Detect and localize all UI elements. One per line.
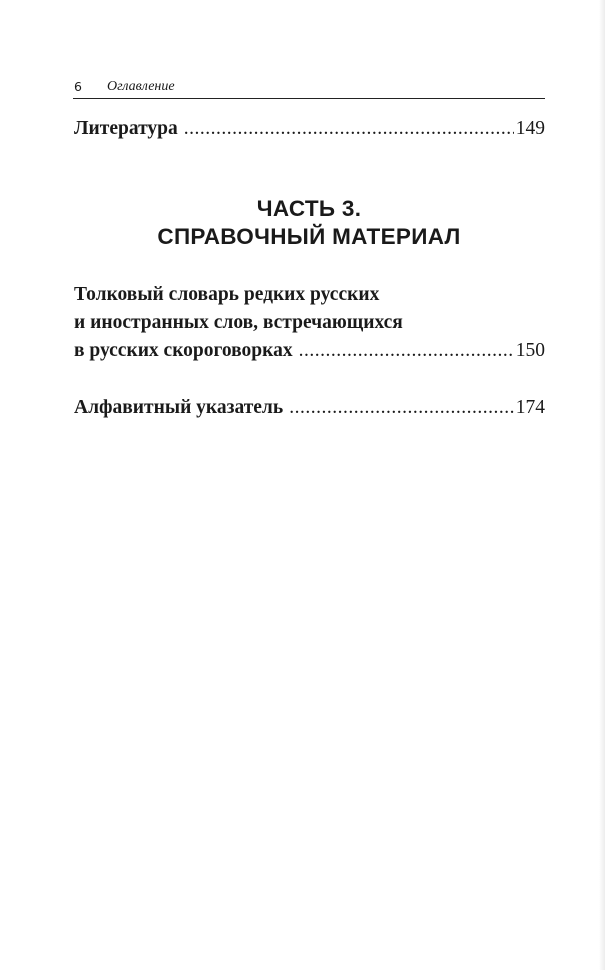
part-heading-line-2: СПРАВОЧНЫЙ МАТЕРИАЛ	[157, 224, 461, 249]
dot-leader	[184, 116, 514, 142]
toc-entry-index	[74, 395, 545, 421]
toc-entry-literature	[74, 116, 545, 142]
toc-entry-dictionary	[74, 338, 545, 364]
running-head-section-name: Оглавление	[107, 79, 175, 94]
page-number: 6	[74, 79, 82, 94]
toc-entry-title: Алфавитный указатель	[74, 397, 284, 418]
part-heading-line-1: ЧАСТЬ 3.	[256, 196, 362, 221]
toc-entry-page: 149	[515, 118, 545, 139]
toc-entry-page: 150	[515, 340, 545, 361]
toc-entry-title: в русских скороговорках	[74, 340, 293, 361]
dot-leader	[289, 395, 514, 421]
toc-entry-page: 174	[515, 397, 545, 418]
toc-entry-dictionary-line-2: и иностранных слов, встречающихся	[74, 312, 403, 333]
toc-entry-title: Литература	[74, 118, 178, 139]
running-head	[73, 78, 545, 99]
page-edge-shadow	[599, 0, 605, 970]
dot-leader	[299, 338, 514, 364]
toc-entry-dictionary-line-1: Толковый словарь редких русских	[74, 284, 380, 305]
